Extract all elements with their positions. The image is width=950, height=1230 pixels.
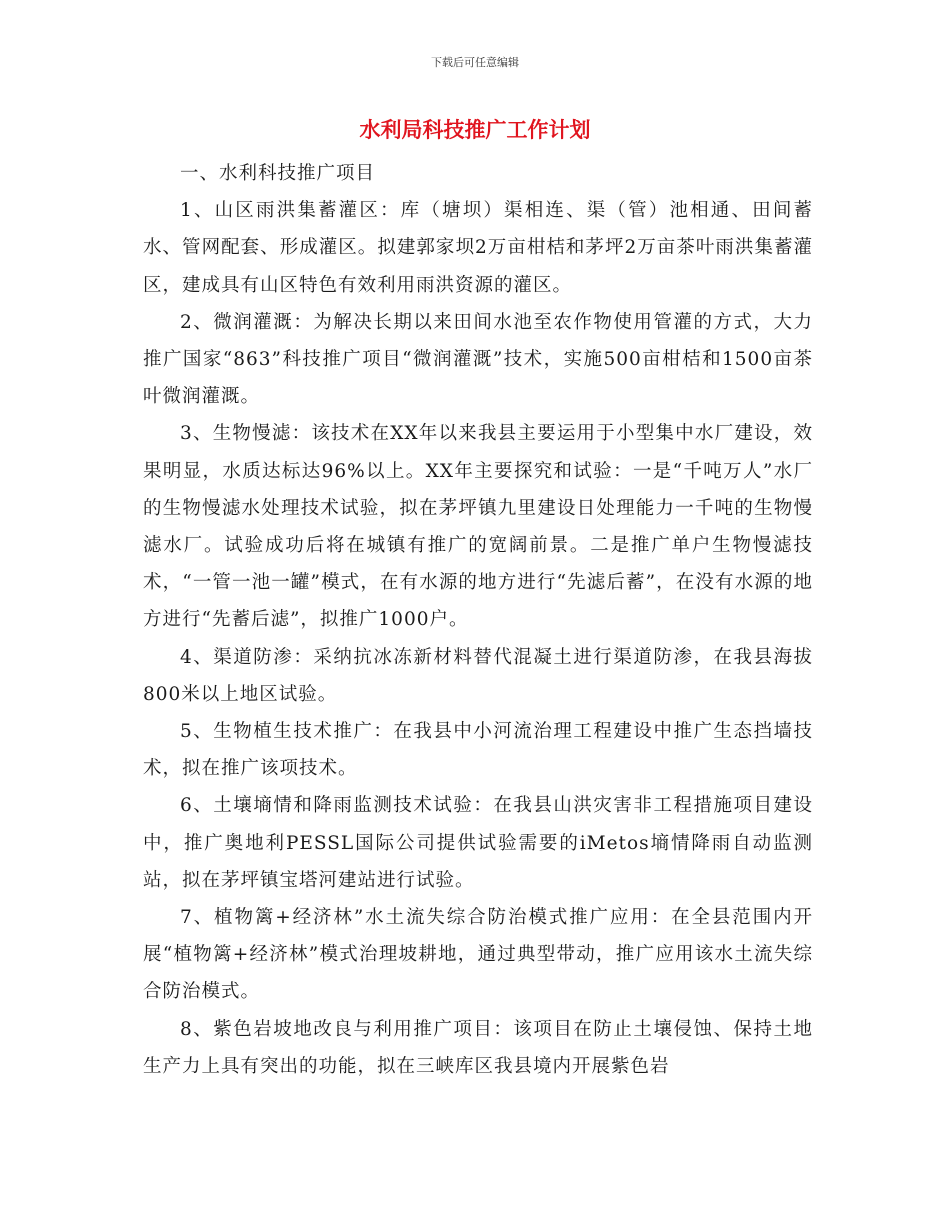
paragraph-7: 7、植物篱+经济林”水土流失综合防治模式推广应用：在全县范围内开展“植物篱+经济林”模式治理坡耕地，通过典型带动，推广应用该水土流失综合防治模式。	[143, 907, 813, 1003]
paragraph-3: 3、生物慢滤：该技术在XX年以来我县主要运用于小型集中水厂建设，效果明显，水质达标达96%以上。XX年主要探究和试验：一是“千吨万人”水厂的生物慢滤水处理技术试验，拟在茅坪镇九里建设日处理能力一千吨的生物慢滤水厂。试验成功后将在城镇有推广的宽阔前景。二是推广单户生物慢滤技术，“一管一池一罐”模式，在有水源的地方进行“先滤后蓄”，在没有水源的地方进行“先蓄后滤”，拟推广1000户。	[143, 423, 813, 631]
paragraph-1: 1、山区雨洪集蓄灌区：库（塘坝）渠相连、渠（管）池相通、田间蓄水、管网配套、形成灌区。拟建郭家坝2万亩柑桔和茅坪2万亩茶叶雨洪集蓄灌区，建成具有山区特色有效利用雨洪资源的灌区。	[143, 200, 813, 296]
paragraph-2: 2、微润灌溉：为解决长期以来田间水池至农作物使用管灌的方式，大力推广国家“863”科技推广项目“微润灌溉”技术，实施500亩柑桔和1500亩茶叶微润灌溉。	[143, 311, 813, 408]
document-title: 水利局科技推广工作计划	[359, 118, 591, 142]
paragraph-4: 4、渠道防渗：采纳抗冰冻新材料替代混凝土进行渠道防渗，在我县海拔800米以上地区试验。	[143, 646, 813, 705]
section-heading: 一、水利科技推广项目	[180, 163, 376, 184]
paragraph-8: 8、紫色岩坡地改良与利用推广项目：该项目在防止土壤侵蚀、保持土地生产力上具有突出的功能，拟在三峡库区我县境内开展紫色岩	[143, 1018, 813, 1077]
paragraph-5: 5、生物植生技术推广：在我县中小河流治理工程建设中推广生态挡墙技术，拟在推广该项技术。	[143, 721, 813, 780]
header-note: 下载后可任意编辑	[431, 56, 519, 69]
document-body	[143, 155, 813, 1085]
paragraph-6: 6、土壤墒情和降雨监测技术试验：在我县山洪灾害非工程措施项目建设中，推广奥地利PESSL国际公司提供试验需要的iMetos墒情降雨自动监测站，拟在茅坪镇宝塔河建站进行试验。	[143, 795, 813, 891]
